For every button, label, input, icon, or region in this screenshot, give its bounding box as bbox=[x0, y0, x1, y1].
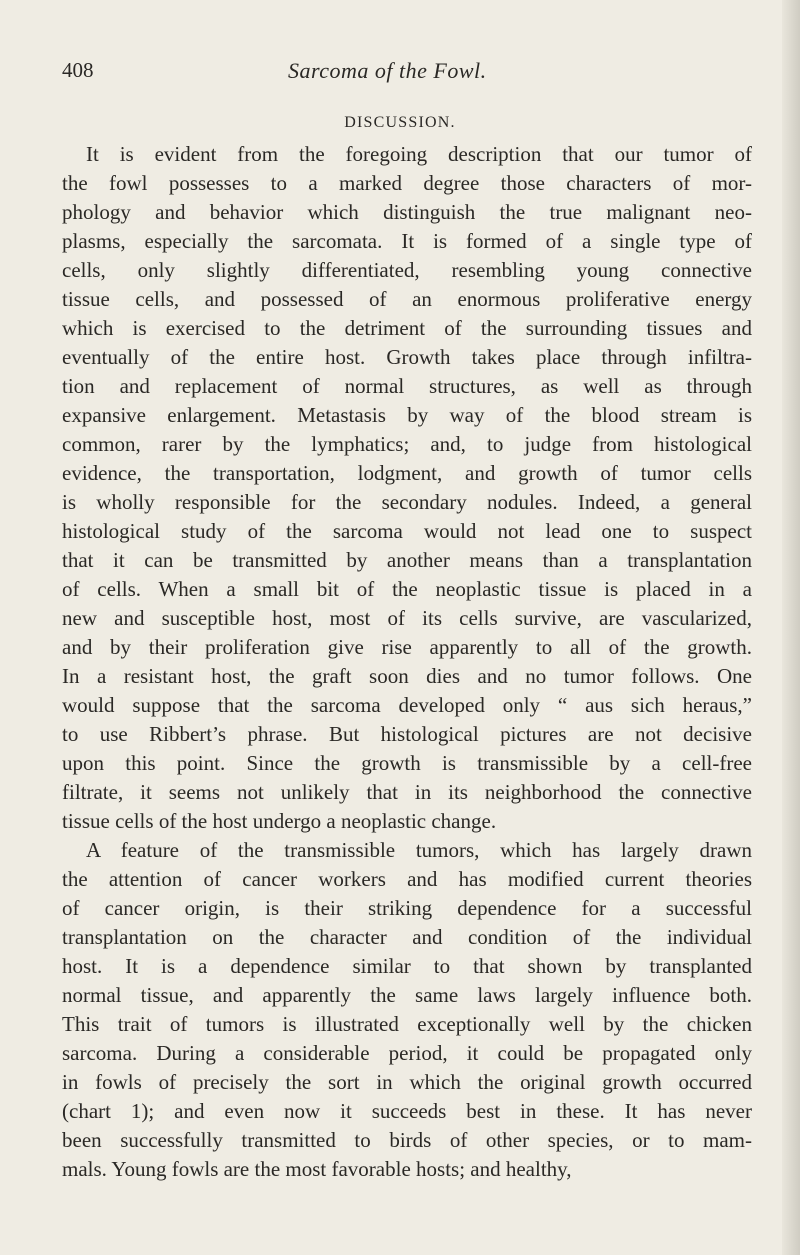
page-number: 408 bbox=[62, 58, 94, 82]
text-line: tion and replacement of normal structures, as well as through bbox=[62, 374, 752, 398]
text-line: that it can be transmitted by another means than a transplantation bbox=[62, 548, 752, 572]
text-line: (chart 1); and even now it succeeds best in these. It has never bbox=[62, 1099, 752, 1123]
running-title: Sarcoma of the Fowl. bbox=[288, 58, 487, 83]
text-line: evidence, the transportation, lodgment, and growth of tumor cells bbox=[62, 461, 752, 485]
text-line: filtrate, it seems not unlikely that in its neighborhood the connective bbox=[62, 780, 752, 804]
page-edge-shadow bbox=[782, 0, 800, 1255]
text-line: of cells. When a small bit of the neoplastic tissue is placed in a bbox=[62, 577, 752, 601]
text-line: histological study of the sarcoma would not lead one to suspect bbox=[62, 519, 752, 543]
text-line: been successfully transmitted to birds of other species, or to mam- bbox=[62, 1128, 752, 1152]
text-line: is wholly responsible for the secondary nodules. Indeed, a general bbox=[62, 490, 752, 514]
text-line: tissue cells of the host undergo a neoplastic change. bbox=[62, 809, 497, 833]
text-line: common, rarer by the lymphatics; and, to judge from histological bbox=[62, 432, 752, 456]
paragraph-discussion-1 bbox=[62, 140, 752, 836]
text-line: new and susceptible host, most of its cells survive, are vascularized, bbox=[62, 606, 752, 630]
text-line: A feature of the transmissible tumors, which has largely drawn bbox=[86, 838, 752, 862]
text-line: which is exercised to the detriment of the surrounding tissues and bbox=[62, 316, 752, 340]
text-line: phology and behavior which distinguish the true malignant neo- bbox=[62, 200, 752, 224]
text-line: to use Ribbert’s phrase. But histological pictures are not decisive bbox=[62, 722, 752, 746]
text-line: upon this point. Since the growth is transmissible by a cell-free bbox=[62, 751, 752, 775]
text-line: host. It is a dependence similar to that shown by transplanted bbox=[62, 954, 752, 978]
text-line: eventually of the entire host. Growth takes place through infiltra- bbox=[62, 345, 752, 369]
text-line: sarcoma. During a considerable period, it could be propagated only bbox=[62, 1041, 752, 1065]
text-line: transplantation on the character and condition of the individual bbox=[62, 925, 752, 949]
text-line: the attention of cancer workers and has modified current theories bbox=[62, 867, 752, 891]
section-heading: DISCUSSION. bbox=[344, 114, 456, 131]
text-line: In a resistant host, the graft soon dies and no tumor follows. One bbox=[62, 664, 752, 688]
text-line: cells, only slightly differentiated, resembling young connective bbox=[62, 258, 752, 282]
text-line: This trait of tumors is illustrated exceptionally well by the chicken bbox=[62, 1012, 752, 1036]
text-line: normal tissue, and apparently the same laws largely influence both. bbox=[62, 983, 752, 1007]
text-line: tissue cells, and possessed of an enormous proliferative energy bbox=[62, 287, 752, 311]
text-line: would suppose that the sarcoma developed only “ aus sich heraus,” bbox=[62, 693, 752, 717]
text-line: the fowl possesses to a marked degree those characters of mor- bbox=[62, 171, 752, 195]
text-line: It is evident from the foregoing description that our tumor of bbox=[86, 142, 752, 166]
text-line: of cancer origin, is their striking dependence for a successful bbox=[62, 896, 752, 920]
running-head bbox=[62, 58, 752, 88]
paragraph-discussion-2 bbox=[62, 836, 752, 1184]
text-line: plasms, especially the sarcomata. It is formed of a single type of bbox=[62, 229, 752, 253]
text-line: and by their proliferation give rise apparently to all of the growth. bbox=[62, 635, 752, 659]
text-line: expansive enlargement. Metastasis by way of the blood stream is bbox=[62, 403, 752, 427]
text-line: in fowls of precisely the sort in which the original growth occurred bbox=[62, 1070, 752, 1094]
text-line: mals. Young fowls are the most favorable hosts; and healthy, bbox=[62, 1157, 572, 1181]
